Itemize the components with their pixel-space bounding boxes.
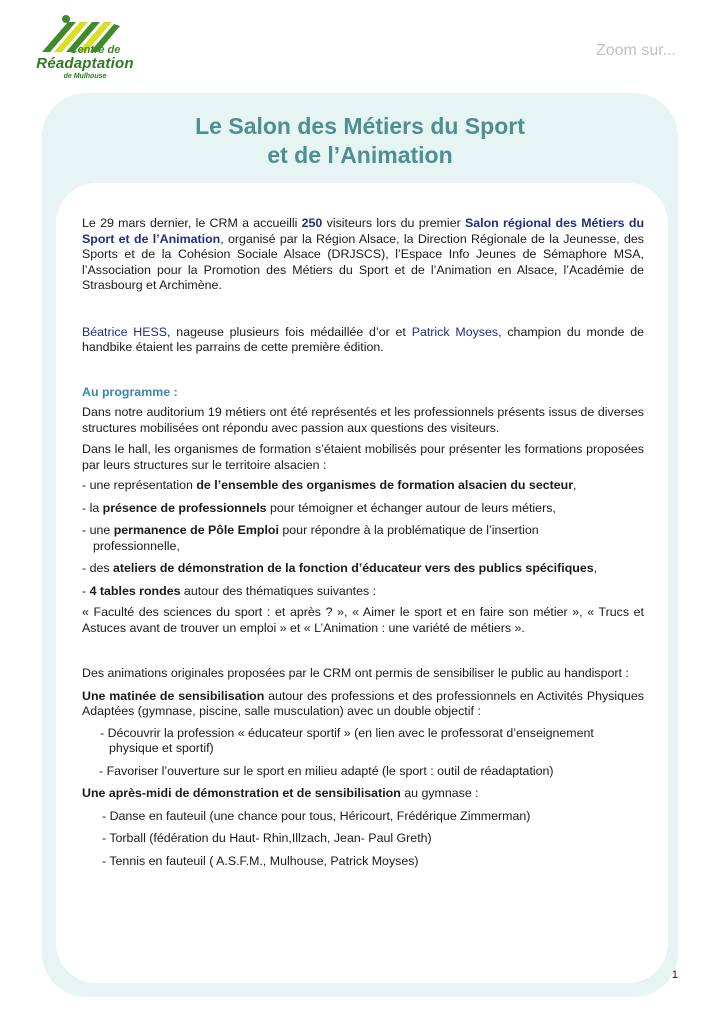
article-title — [42, 112, 678, 170]
animations-intro: Des animations originales proposées par le CRM ont permis de sensibiliser le public au handisport : — [82, 666, 629, 680]
programme-bullet-3 — [82, 523, 644, 539]
b1-post: , — [573, 478, 577, 492]
logo-line-2: Réadaptation — [36, 55, 134, 72]
demo-item: - Danse en fauteuil (une chance pour tous, Héricourt, Frédérique Zimmerman) — [102, 808, 531, 823]
b3-pre: - une — [82, 523, 114, 537]
b4-pre: - des — [82, 561, 113, 575]
sponsor-1: Béatrice HESS — [82, 324, 168, 339]
logo-text — [30, 44, 140, 81]
title-line-2: et de l’Animation — [267, 142, 453, 168]
b5-bold: 4 tables rondes — [89, 583, 181, 598]
programme-p1: Dans notre auditorium 19 métiers ont été représentés et les professionnels présents issus de diverses structures mobilisées ont répondu avec passion aux questions des visiteurs. — [82, 405, 644, 435]
apresmidi-bold: Une après-midi de démonstration et de sensibilisation — [82, 786, 401, 800]
apresmidi-paragraph — [82, 786, 644, 802]
b3-post: pour répondre à la problématique de l’insertion — [278, 523, 539, 537]
b5-post: autour des thématiques suivantes : — [180, 583, 377, 598]
objective-1: - Découvrir la profession « éducateur sportif » (en lien avec le professorat d’enseignement — [100, 725, 594, 740]
intro-text-1: Le 29 mars dernier, le CRM a accueilli — [82, 216, 302, 230]
event-name: Salon régional des Métiers du Sport et de l’Animation — [82, 216, 645, 246]
b2-bold: présence de professionnels — [102, 500, 267, 515]
programme-bullet-5 — [82, 584, 644, 600]
logo-line-1: Centre de — [69, 44, 121, 56]
objective-1-cont: physique et sportif) — [109, 741, 214, 755]
programme-bullet-1 — [82, 478, 644, 494]
objective-2: - Favoriser l’ouverture sur le sport en milieu adapté (le sport : outil de réadaptation) — [99, 763, 554, 778]
b2-post: pour témoigner et échanger autour de leurs métiers, — [266, 500, 556, 515]
b2-pre: - la — [82, 500, 103, 515]
matinee-text: autour des professions et des professionnels en Activités Physiques Adaptées (gymnase, piscine, salle musculation) avec un double objectif : — [82, 688, 644, 718]
b5-pre: - — [82, 583, 90, 598]
b1-pre: - une représentation — [82, 478, 197, 492]
programme-bullet-4 — [82, 561, 644, 577]
intro-text-2: visiteurs lors du premier — [322, 216, 466, 230]
apresmidi-text: au gymnase : — [400, 786, 479, 800]
b1-bold: de l’ensemble des organismes de formation alsacien du secteur — [196, 478, 574, 492]
matinee-paragraph — [82, 689, 644, 720]
b4-bold: ateliers de démonstration de la fonction d’éducateur vers des publics spécifiques — [113, 561, 594, 575]
zoom-label: Zoom sur... — [595, 42, 676, 59]
sponsor-2: Patrick Moyses — [411, 324, 499, 339]
b3-bold: permanence de Pôle Emploi — [113, 523, 279, 537]
logo-line-3: de Mulhouse — [63, 73, 107, 80]
article-body — [82, 216, 644, 869]
b4-post: , — [593, 561, 598, 575]
programme-bullet-2 — [82, 501, 644, 517]
logo-figure-icon — [62, 15, 70, 23]
programme-topics: « Faculté des sciences du sport : et après ? », « Aimer le sport et en faire son métier », « Trucs et Astuces avant de trouver un emploi » et « L’Animation : une variété de métiers ». — [82, 605, 644, 635]
sponsors-text-2: , champion du monde de handbike étaient les parrains de cette première édition. — [82, 324, 645, 354]
intro-text-3: , organisé par la Région Alsace, la Direction Régionale de la Jeunesse, des Sports et de la Cohésion Sociale Alsace (DRJSCS), l’Espace Info Jeunes de Sémaphore MSA, l’Association pour la Promotion des Métiers du Sport et de l’Animation en Alsace, l’Académie de Strasbourg et Archimène. — [82, 231, 644, 292]
sponsors-text-1: , nageuse plusieurs fois médaillée d’or et — [167, 324, 412, 339]
programme-bullet-3-cont: professionnelle, — [93, 538, 180, 553]
demo-item: - Tennis en fauteuil ( A.S.F.M., Mulhouse, Patrick Moyses) — [102, 853, 419, 868]
page-number: 1 — [671, 969, 678, 981]
programme-p2: Dans le hall, les organismes de formation s’étaient mobilisés pour présenter les formations proposées par leurs structures sur le territoire alsacien : — [82, 442, 644, 472]
matinee-bold: Une matinée de sensibilisation — [82, 688, 265, 703]
visitor-count: 250 — [301, 216, 323, 230]
sponsors-paragraph — [82, 325, 644, 356]
demo-item: - Torball (fédération du Haut- Rhin,Illzach, Jean- Paul Greth) — [102, 831, 432, 845]
programme-heading: Au programme : — [82, 384, 178, 399]
intro-paragraph — [82, 216, 644, 294]
title-line-1: Le Salon des Métiers du Sport — [195, 113, 525, 139]
